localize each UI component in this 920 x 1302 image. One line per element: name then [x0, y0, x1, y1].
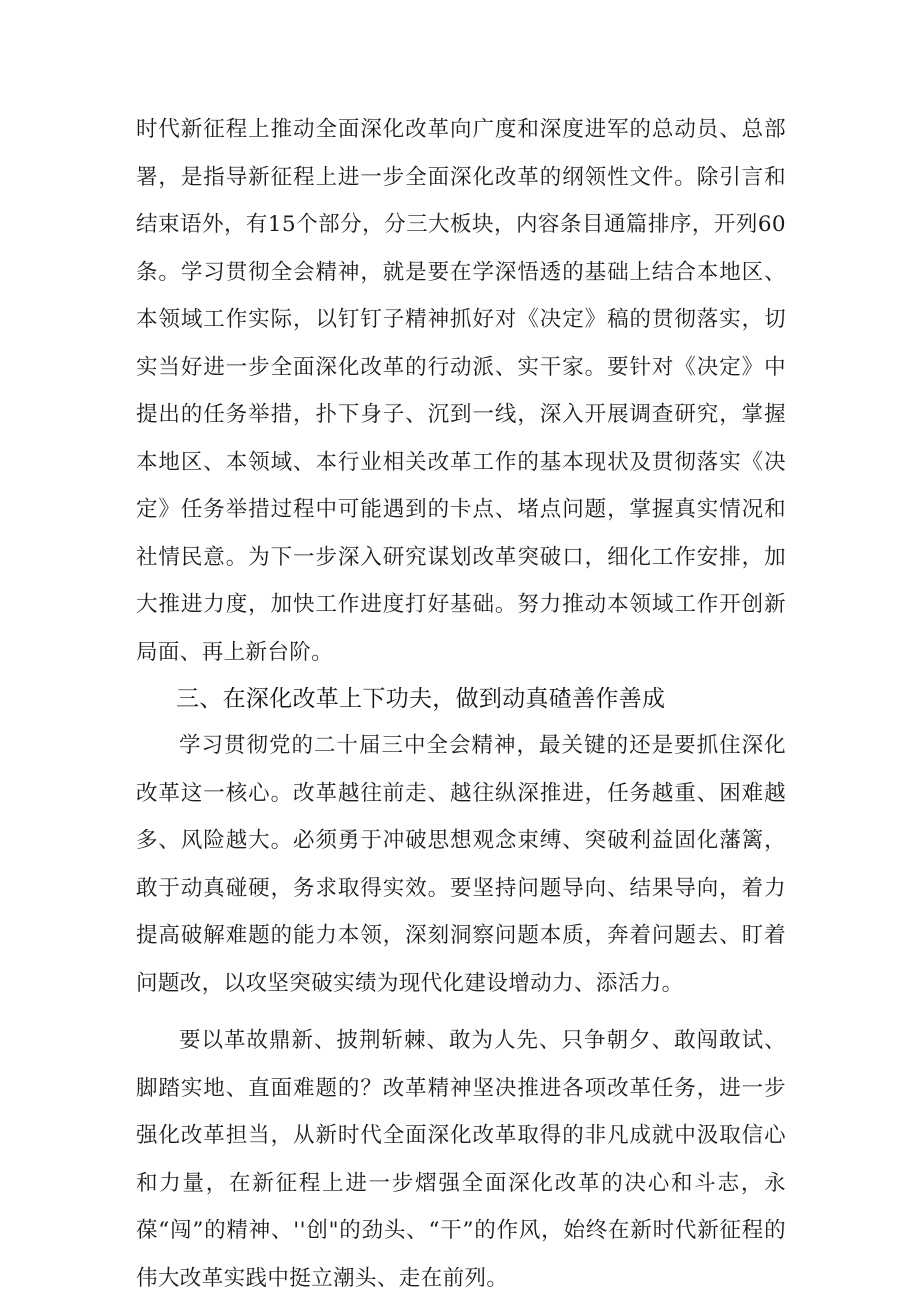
paragraph-continued: 时代新征程上推动全面深化改革向广度和深度进军的总动员、总部署，是指导新征程上进一步全面深化改革的纲领性文件。除引言和结束语外，有15个部分，分三大板块，内容条目通篇排序，开列60条。学习贯彻全会精神，就是要在学深悟透的基础上结合本地区、本领域工作实际，以钉钉子精神抓好对《决定》稿的贯彻落实，切实当好进一步全面深化改革的行动派、实干家。要针对《决定》中提出的任务举措，扑下身子、沉到一线，深入开展调查研究，掌握本地区、本领域、本行业相关改革工作的基本现状及贯彻落实《决定》任务举措过程中可能遇到的卡点、堵点问题，掌握真实情况和社情民意。为下一步深入研究谋划改革突破口，细化工作安排，加大推进力度，加快工作进度打好基础。努力推动本领域工作开创新局面、再上新台阶。 — [136, 117, 786, 665]
paragraph-core-reform: 学习贯彻党的二十届三中全会精神，最关键的还是要抓住深化改革这一核心。改革越往前走、越往纵深推进，任务越重、困难越多、风险越大。必须勇于冲破思想观念束缚、突破利益固化藩篱，敢于动真碰硬，务求取得实效。要坚持问题导向、结果导向，着力提高破解难题的能力本领，深刻洞察问题本质，奔着问题去、盯着问题改，以攻坚突破实绩为现代化建设增动力、添活力。 — [136, 733, 786, 996]
section-heading: 三、在深化改革上下功夫，做到动真碴善作善成 — [176, 686, 666, 712]
paragraph-reform-spirit: 要以革故鼎新、披荆斩棘、敢为人先、只争朝夕、敢闯敢试、脚踏实地、直面难题的？改革精神坚决推进各项改革任务，进一步强化改革担当，从新时代全面深化改革取得的非凡成就中汲取信心和力量，在新征程上进一步熠强全面深化改革的决心和斗志，永葆“闯”的精神、''创"的劲头、“干”的作风，始终在新时代新征程的伟大改革实践中挺立潮头、走在前列。 — [136, 1028, 786, 1291]
document-body — [136, 106, 786, 1302]
